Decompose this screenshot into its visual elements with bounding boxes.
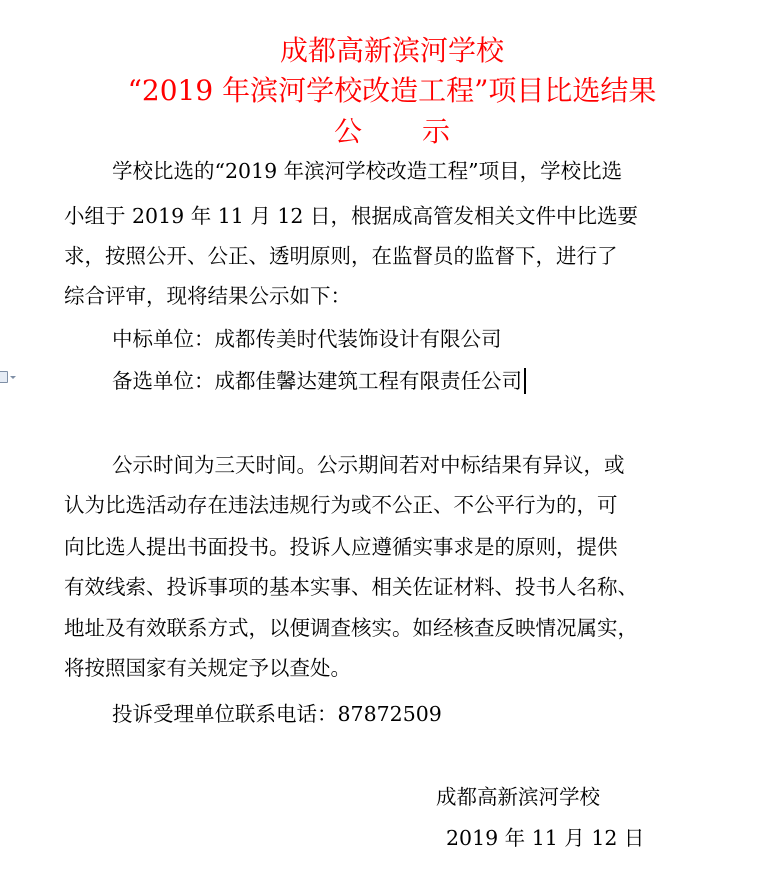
chevron-down-icon — [10, 376, 16, 379]
paragraph-1-line-1: 学校比选的“2019 年滨河学校改造工程”项目，学校比选 — [112, 159, 623, 183]
paragraph-1-line-3: 求，按照公开、公正、透明原则，在监督员的监督下，进行了 — [64, 244, 618, 268]
winning-bidder: 中标单位：成都传美时代装饰设计有限公司 — [112, 327, 502, 351]
paragraph-2-line-4: 有效线索、投诉事项的基本实事、相关佐证材料、投书人名称、 — [64, 575, 638, 599]
paragraph-2-line-1: 公示时间为三天时间。公示期间若对中标结果有异议，或 — [112, 453, 625, 477]
notice-heading — [4, 115, 776, 149]
alternate-bidder-line[interactable] — [112, 368, 526, 394]
document-icon-page — [0, 371, 8, 383]
notice-heading-char-1: 公 — [333, 115, 362, 148]
paragraph-1-line-2: 小组于 2019 年 11 月 12 日，根据成高管发相关文件中比选要 — [64, 204, 638, 228]
signature-date: 2019 年 11 月 12 日 — [446, 826, 645, 850]
paragraph-2-line-2: 认为比选活动存在违法违规行为或不公正、不公平行为的，可 — [64, 493, 618, 517]
text-cursor — [524, 368, 526, 394]
contact-phone: 投诉受理单位联系电话：87872509 — [112, 702, 442, 726]
paragraph-2-line-5: 地址及有效联系方式，以便调查核实。如经核查反映情况属实， — [64, 616, 638, 640]
alternate-bidder: 备选单位：成都佳馨达建筑工程有限责任公司 — [112, 369, 522, 393]
paragraph-2-line-3: 向比选人提出书面投书。投诉人应遵循实事求是的原则，提供 — [64, 535, 618, 559]
document-icon[interactable] — [0, 370, 20, 384]
project-title: “2019 年滨河学校改造工程”项目比选结果 — [127, 74, 657, 107]
notice-heading-char-2: 示 — [422, 115, 451, 148]
school-title: 成都高新滨河学校 — [279, 34, 504, 67]
paragraph-1-line-4: 综合评审，现将结果公示如下： — [64, 284, 351, 308]
paragraph-2-line-6: 将按照国家有关规定予以查处。 — [64, 656, 351, 680]
signature-org: 成都高新滨河学校 — [436, 785, 600, 809]
